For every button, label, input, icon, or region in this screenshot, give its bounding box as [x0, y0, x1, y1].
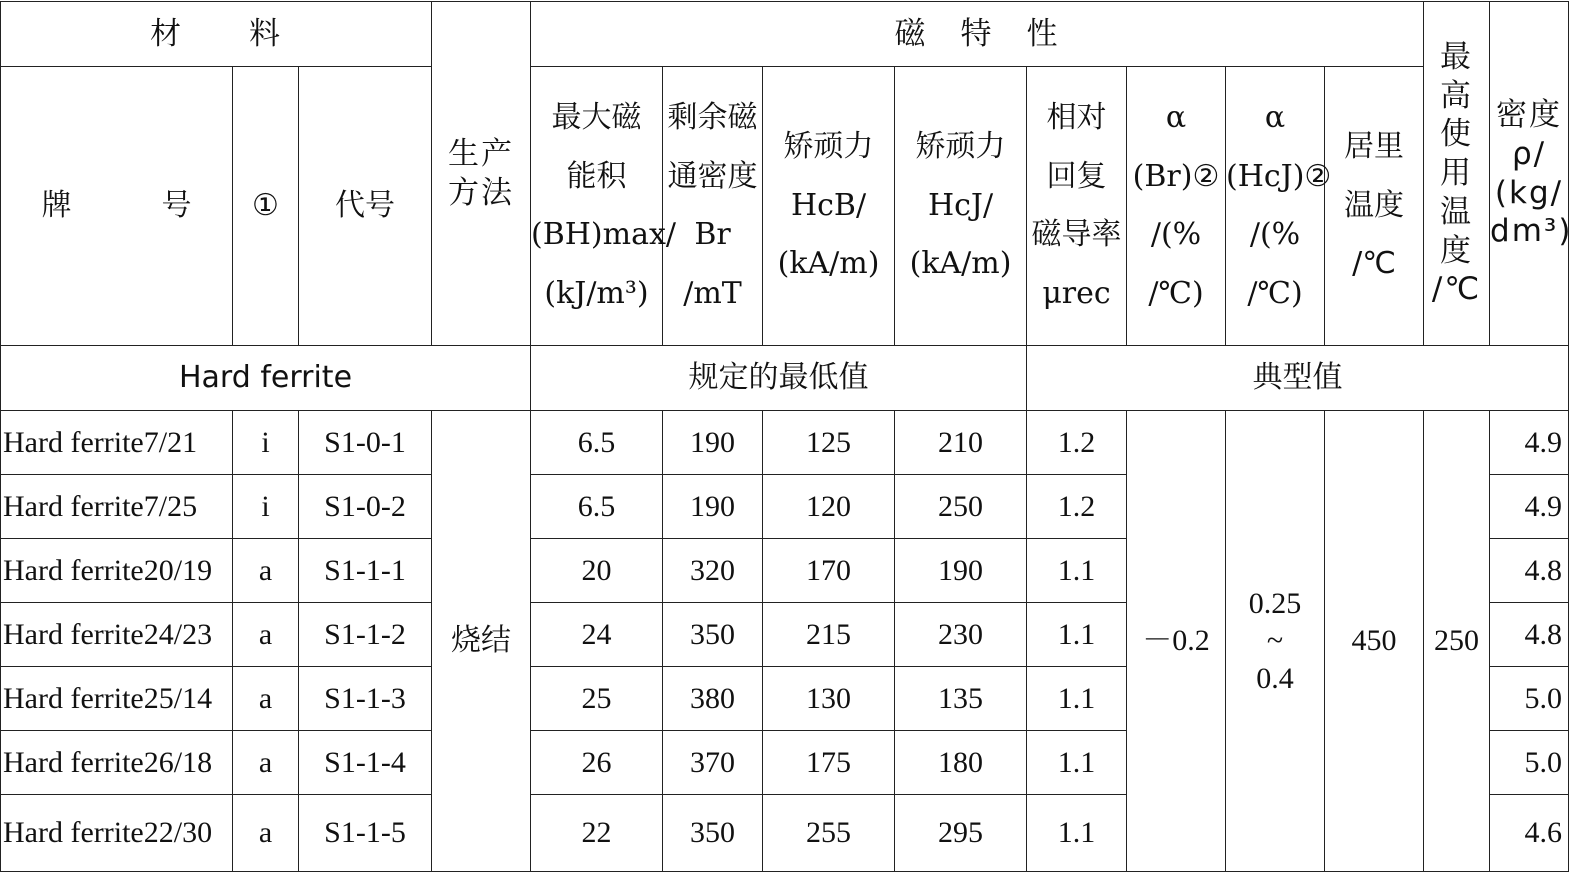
- bhmax-cell: 25: [531, 667, 663, 731]
- hard-ferrite-properties-table: [0, 1, 1572, 872]
- grade-cell: Hard ferrite22/30: [1, 795, 233, 872]
- section-row: [1, 346, 1569, 411]
- density-cell: 4.6: [1490, 795, 1569, 872]
- density-cell: 4.9: [1490, 411, 1569, 475]
- density-header: [1490, 2, 1572, 346]
- magnetic-properties-header: 磁 特 性: [531, 2, 1424, 67]
- br-cell: 320: [663, 539, 763, 603]
- max-temp-line1: 最高: [1440, 38, 1474, 114]
- max-temp-line3: 温度: [1440, 193, 1474, 269]
- hcj-line1: 矫顽力: [915, 129, 1006, 165]
- alpha-br-header: [1127, 67, 1226, 346]
- br-header: [663, 67, 763, 346]
- hcj-line2: HcJ/: [927, 187, 994, 223]
- min-values-label: 规定的最低值: [531, 346, 1027, 411]
- hcb-cell: 125: [763, 411, 895, 475]
- mu-rec-cell: 1.1: [1027, 795, 1127, 872]
- density-cell: 4.9: [1490, 475, 1569, 539]
- density-line3: (kg/: [1494, 174, 1564, 211]
- br-line2: 通密度: [667, 158, 758, 194]
- alpha-hcj-line4: /℃): [1247, 275, 1303, 311]
- density-line4: dm³): [1490, 213, 1572, 250]
- code-cell: S1-1-5: [299, 795, 432, 872]
- hcb-cell: 120: [763, 475, 895, 539]
- mu-rec-cell: 1.1: [1027, 603, 1127, 667]
- mu-line1: 相对: [1046, 100, 1107, 135]
- bhmax-cell: 22: [531, 795, 663, 872]
- hcb-line2: HcB/: [790, 187, 867, 223]
- bhmax-cell: 20: [531, 539, 663, 603]
- hcb-cell: 170: [763, 539, 895, 603]
- mu-rec-cell: 1.1: [1027, 539, 1127, 603]
- grade-cell: Hard ferrite24/23: [1, 603, 233, 667]
- br-line4: /mT: [683, 275, 742, 311]
- bhmax-line3: (BH)max/: [531, 217, 676, 252]
- method-header-line1: 生产: [448, 135, 515, 172]
- bhmax-cell: 24: [531, 603, 663, 667]
- hcj-cell: 210: [895, 411, 1027, 475]
- hcj-cell: 180: [895, 731, 1027, 795]
- typical-values-label: 典型值: [1027, 346, 1569, 411]
- code-cell: S1-1-2: [299, 603, 432, 667]
- density-cell: 5.0: [1490, 731, 1569, 795]
- br-cell: 370: [663, 731, 763, 795]
- alpha-br-line4: /℃): [1148, 275, 1204, 311]
- br-cell: 350: [663, 603, 763, 667]
- code-cell: S1-0-1: [299, 411, 432, 475]
- bhmax-cell: 26: [531, 731, 663, 795]
- alpha-hcj-cell: [1226, 411, 1325, 872]
- grade-cell: Hard ferrite20/19: [1, 539, 233, 603]
- hcb-cell: 255: [763, 795, 895, 872]
- density-line1: 密度: [1496, 97, 1563, 133]
- hcj-cell: 135: [895, 667, 1027, 731]
- alpha-br-line2: (Br)②: [1132, 158, 1220, 194]
- alpha-hcj-line1: α: [1264, 100, 1286, 135]
- curie-line1: 居里: [1344, 129, 1405, 165]
- method-header: [432, 2, 531, 346]
- mu-rec-cell: 1.2: [1027, 475, 1127, 539]
- header-row-2: [1, 67, 1569, 346]
- code-header: 代号: [299, 67, 432, 346]
- hcj-cell: 230: [895, 603, 1027, 667]
- grade-cell: Hard ferrite7/25: [1, 475, 233, 539]
- grade-header: 牌 号: [1, 67, 233, 346]
- code-cell: S1-0-2: [299, 475, 432, 539]
- alpha-hcj-from: 0.25: [1248, 586, 1302, 620]
- grade-cell: Hard ferrite7/21: [1, 411, 233, 475]
- bhmax-header: [531, 67, 676, 346]
- material-header: 材 料: [1, 2, 432, 67]
- method-cell: 烧结: [432, 411, 531, 872]
- alpha-br-line1: α: [1165, 100, 1187, 135]
- note-cell: a: [233, 731, 299, 795]
- hcb-cell: 175: [763, 731, 895, 795]
- hcj-header: [895, 67, 1027, 346]
- code-cell: S1-1-4: [299, 731, 432, 795]
- density-cell: 5.0: [1490, 667, 1569, 731]
- hcj-cell: 295: [895, 795, 1027, 872]
- code-cell: S1-1-3: [299, 667, 432, 731]
- note-cell: a: [233, 795, 299, 872]
- bhmax-cell: 6.5: [531, 411, 663, 475]
- hcb-line3: (kA/m): [777, 246, 880, 282]
- br-cell: 380: [663, 667, 763, 731]
- curie-temp-header: [1325, 67, 1424, 346]
- alpha-hcj-line3: /(%: [1249, 217, 1301, 252]
- hcb-cell: 130: [763, 667, 895, 731]
- alpha-br-line3: /(%: [1150, 217, 1202, 252]
- br-cell: 190: [663, 411, 763, 475]
- alpha-hcj-to: 0.4: [1256, 661, 1294, 695]
- bhmax-line1: 最大磁: [551, 100, 642, 135]
- density-line2: ρ/: [1511, 135, 1547, 172]
- note-cell: a: [233, 539, 299, 603]
- mu-rec-header: [1027, 67, 1127, 346]
- mu-line4: μrec: [1042, 275, 1111, 311]
- curie-temp-cell: 450: [1325, 411, 1424, 872]
- bhmax-line2: 能积: [566, 158, 627, 194]
- hcj-line3: (kA/m): [909, 246, 1012, 282]
- mu-line3: 磁导率: [1031, 217, 1122, 252]
- curie-line3: /℃: [1352, 246, 1396, 282]
- br-cell: 350: [663, 795, 763, 872]
- note-header: ①: [233, 67, 299, 346]
- max-temp-cell: 250: [1424, 411, 1490, 872]
- mu-line2: 回复: [1046, 158, 1107, 194]
- mu-rec-cell: 1.1: [1027, 731, 1127, 795]
- density-cell: 4.8: [1490, 603, 1569, 667]
- method-header-line2: 方法: [448, 174, 515, 211]
- max-temp-header: [1424, 2, 1490, 346]
- br-line3: Br: [694, 217, 731, 252]
- note-cell: a: [233, 667, 299, 731]
- bhmax-cell: 6.5: [531, 475, 663, 539]
- hcb-header: [763, 67, 895, 346]
- bhmax-line4: (kJ/m³): [544, 275, 649, 311]
- max-temp-line4: /℃: [1431, 271, 1482, 308]
- table-row: [1, 411, 1569, 475]
- br-cell: 190: [663, 475, 763, 539]
- group-label: Hard ferrite: [1, 346, 531, 411]
- hcj-cell: 190: [895, 539, 1027, 603]
- alpha-br-cell: －0.2: [1127, 411, 1226, 872]
- code-cell: S1-1-1: [299, 539, 432, 603]
- hcb-cell: 215: [763, 603, 895, 667]
- hcb-line1: 矫顽力: [783, 129, 874, 165]
- density-cell: 4.8: [1490, 539, 1569, 603]
- mu-rec-cell: 1.1: [1027, 667, 1127, 731]
- note-cell: i: [233, 411, 299, 475]
- note-cell: i: [233, 475, 299, 539]
- grade-cell: Hard ferrite25/14: [1, 667, 233, 731]
- mu-rec-cell: 1.2: [1027, 411, 1127, 475]
- header-row-1: [1, 2, 1569, 67]
- alpha-hcj-header: [1226, 67, 1332, 346]
- alpha-hcj-line2: (HcJ)②: [1226, 158, 1332, 194]
- alpha-hcj-tilde: ~: [1266, 624, 1284, 658]
- hcj-cell: 250: [895, 475, 1027, 539]
- curie-line2: 温度: [1344, 187, 1405, 223]
- grade-cell: Hard ferrite26/18: [1, 731, 233, 795]
- br-line1: 剩余磁: [667, 100, 758, 135]
- note-cell: a: [233, 603, 299, 667]
- max-temp-line2: 使用: [1440, 116, 1474, 192]
